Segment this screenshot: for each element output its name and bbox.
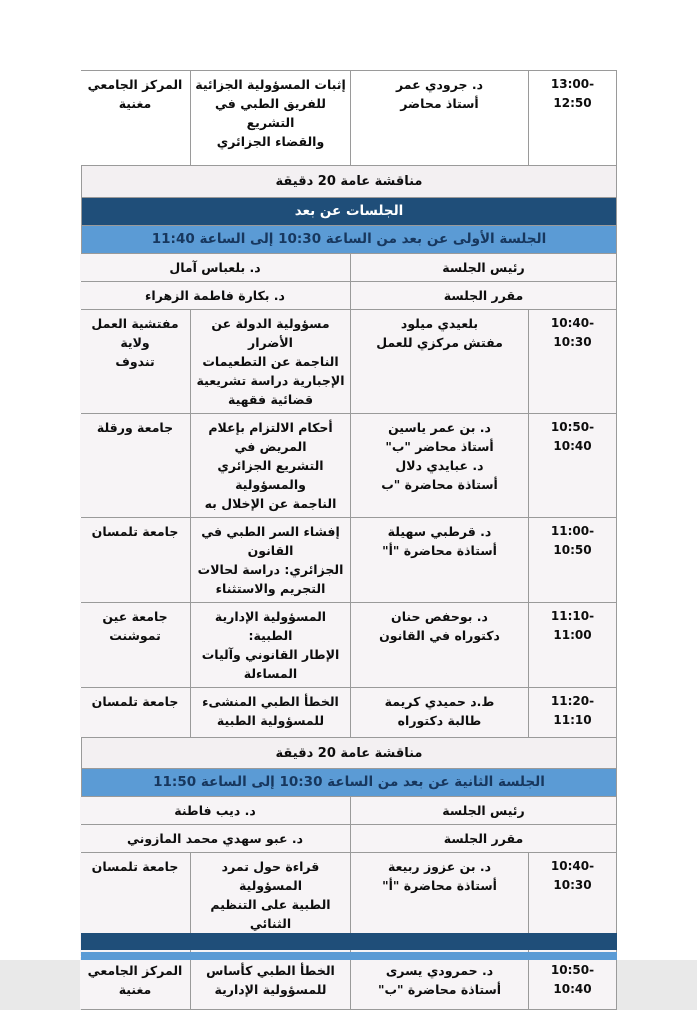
speaker-cell-line: د. جرودي عمر	[396, 77, 483, 92]
affiliation-cell	[80, 603, 190, 687]
table-row-paper	[82, 688, 616, 738]
paper-title-cell-line: قراءة حول تمرد المسؤولية	[221, 859, 320, 893]
role-label-cell-line: رئيس الجلسة	[442, 260, 525, 275]
discussion-cell	[82, 166, 616, 197]
paper-title-cell-line: المسؤولية الإدارية الطبية:	[214, 609, 327, 643]
session_header-cell-line: الجلسة الثانية عن بعد من الساعة 10:30 إلى الساعة 11:50	[153, 774, 545, 790]
role-name-cell-line: د. ديب فاطنة	[174, 803, 256, 818]
table-row-role	[82, 282, 616, 310]
paper-title-cell-line: الطبية على التنظيم الثنائي	[210, 897, 331, 931]
role-label-cell-line: رئيس الجلسة	[442, 803, 525, 818]
paper-title-cell	[190, 957, 350, 1009]
speaker-cell-line: أستاذ محاضر	[400, 96, 479, 111]
paper-title-cell	[190, 518, 350, 602]
affiliation-cell-line: المركز الجامعي	[87, 963, 183, 978]
affiliation-cell-line: جامعة تلمسان	[91, 694, 179, 709]
paper-title-cell-line: والقضاء الجزائري	[216, 134, 325, 149]
speaker-cell	[350, 688, 528, 737]
paper-title-cell-line: إثبات المسؤولية الجزائية	[195, 77, 346, 92]
role-label-cell-line: مقرر الجلسة	[443, 831, 524, 846]
paper-title-cell	[190, 71, 350, 165]
paper-title-cell-line: التشريع الجزائري والمسؤولية	[217, 458, 324, 492]
table-row-main_header	[82, 198, 616, 226]
affiliation-cell-line: جامعة تلمسان	[91, 859, 179, 874]
time-cell	[528, 603, 616, 687]
time-cell	[528, 71, 616, 165]
role-label-cell-line: مقرر الجلسة	[443, 288, 524, 303]
paper-title-cell-line: قضائية فقهية	[227, 392, 314, 407]
table-row-paper	[82, 603, 616, 688]
paper-title-cell-line: الجزائري: دراسة لحالات	[197, 562, 344, 577]
time-cell-line: 10:50-10:40	[550, 963, 595, 996]
time-cell-line: 11:00-10:50	[550, 524, 595, 557]
session_header-cell-line: الجلسة الأولى عن بعد من الساعة 10:30 إلى الساعة 11:40	[151, 231, 547, 247]
table-row-role	[82, 797, 616, 825]
speaker-cell-line: د. بن عمر ياسين	[388, 420, 491, 435]
speaker-cell-line: د. عبايدي دلال	[395, 458, 484, 473]
speaker-cell	[350, 603, 528, 687]
next-section-navy-bar	[81, 933, 617, 950]
paper-title-cell	[190, 603, 350, 687]
affiliation-cell-line: مغنية	[118, 982, 152, 997]
paper-title-cell-line: الناجمة عن الإخلال به	[204, 496, 337, 511]
table-row-paper	[82, 518, 616, 603]
role-name-cell-line: د. عبو سهدي محمد المازوني	[127, 831, 303, 846]
table-row-role	[82, 825, 616, 853]
speaker-cell	[350, 71, 528, 165]
paper-title-cell-line: للفريق الطبي في التشريع	[215, 96, 326, 130]
discussion-cell-line: مناقشة عامة 20 دقيقة	[275, 174, 423, 189]
affiliation-cell-line: مفتشية العمل ولاية	[91, 316, 179, 350]
paper-title-cell	[190, 310, 350, 413]
paper-title-cell-line: للمسؤولية الإدارية	[214, 982, 327, 997]
affiliation-cell	[80, 518, 190, 602]
time-cell-line: 13:00-12:50	[550, 77, 595, 110]
affiliation-cell-line: جامعة تلمسان	[91, 524, 179, 539]
speaker-cell-line: ط.د حميدي كريمة	[384, 694, 495, 709]
speaker-cell-line: مفتش مركزي للعمل	[376, 335, 503, 350]
table-row-paper	[82, 310, 616, 414]
role-name-cell	[80, 825, 350, 852]
paper-title-cell-line: الناجمة عن التطعيمات	[202, 354, 339, 369]
next-section-blue-bar	[81, 952, 617, 960]
affiliation-cell-line: تموشنت	[109, 628, 161, 643]
table-row-role	[82, 254, 616, 282]
time-cell-line: 10:40-10:30	[550, 859, 595, 892]
affiliation-cell-line: تندوف	[115, 354, 155, 369]
time-cell-line: 10:50-10:40	[550, 420, 595, 453]
speaker-cell	[350, 957, 528, 1009]
role-label-cell	[350, 254, 616, 281]
speaker-cell-line: د. حمرودي يسرى	[385, 963, 494, 978]
affiliation-cell	[80, 71, 190, 165]
speaker-cell-line: أستاذة محاضرة "ب"	[377, 982, 502, 997]
speaker-cell	[350, 518, 528, 602]
affiliation-cell-line: جامعة ورقلة	[96, 420, 174, 435]
time-cell	[528, 310, 616, 413]
time-cell-line: 10:40-10:30	[550, 316, 595, 349]
table-row-paper	[82, 71, 616, 166]
time-cell	[528, 414, 616, 517]
affiliation-cell	[80, 688, 190, 737]
paper-title-cell-line: إفشاء السر الطبي في القانون	[201, 524, 340, 558]
affiliation-cell	[80, 310, 190, 413]
table-row-discussion	[82, 166, 616, 198]
time-cell	[528, 957, 616, 1009]
table-row-session_header	[82, 769, 616, 797]
speaker-cell-line: أستاذ محاضر "ب"	[385, 439, 494, 454]
role-name-cell	[80, 797, 350, 824]
speaker-cell-line: أستاذة محاضرة "أ"	[382, 543, 497, 558]
speaker-cell-line: د. بن عزوز ربيعة	[387, 859, 492, 874]
role-label-cell	[350, 825, 616, 852]
affiliation-cell-line: مغنية	[118, 96, 152, 111]
speaker-cell	[350, 414, 528, 517]
paper-title-cell-line: للمسؤولية الطبية	[216, 713, 325, 728]
paper-title-cell-line: الإجبارية دراسة تشريعية	[196, 373, 345, 388]
paper-title-cell	[190, 414, 350, 517]
table-row-session_header	[82, 226, 616, 254]
table-row-paper	[82, 957, 616, 1009]
discussion-cell-line: مناقشة عامة 20 دقيقة	[275, 745, 423, 761]
time-cell	[528, 688, 616, 737]
paper-title-cell-line: مسؤولية الدولة عن الأضرار	[211, 316, 330, 350]
role-label-cell	[350, 282, 616, 309]
speaker-cell-line: بلعيدي ميلود	[400, 316, 479, 331]
speaker-cell-line: د. قرطبي سهيلة	[387, 524, 492, 539]
role-name-cell	[80, 282, 350, 309]
speaker-cell-line: طالبة دكتوراه	[397, 713, 482, 728]
affiliation-cell	[80, 957, 190, 1009]
paper-title-cell-line: الخطأ الطبي المنشىء	[202, 694, 339, 709]
role-name-cell-line: د. بلعباس آمال	[169, 260, 261, 275]
paper-title-cell-line: أحكام الالتزام بإعلام المريض في	[208, 420, 333, 454]
speaker-cell-line: أستاذة محاضرة "ب	[381, 477, 498, 492]
table-row-paper	[82, 414, 616, 518]
speaker-cell-line: أستاذة محاضرة "أ"	[382, 878, 497, 893]
role-label-cell	[350, 797, 616, 824]
main_header-cell-line: الجلسات عن بعد	[294, 203, 404, 219]
discussion-cell	[82, 738, 616, 768]
time-cell-line: 11:10-11:00	[550, 609, 595, 642]
affiliation-cell	[80, 414, 190, 517]
table-row-discussion	[82, 738, 616, 769]
main_header-cell	[82, 198, 616, 225]
speaker-cell-line: د. بوحفص حنان	[391, 609, 488, 624]
session_header-cell	[82, 769, 616, 796]
paper-title-cell-line: التجريم والاستثناء	[215, 581, 326, 596]
role-name-cell	[80, 254, 350, 281]
affiliation-cell-line: جامعة عين	[102, 609, 168, 624]
affiliation-cell-line: المركز الجامعي	[87, 77, 183, 92]
time-cell	[528, 518, 616, 602]
paper-title-cell	[190, 688, 350, 737]
speaker-cell-line: دكتوراه في القانون	[379, 628, 500, 643]
time-cell-line: 11:20-11:10	[550, 694, 595, 727]
schedule-table	[81, 70, 617, 1010]
session_header-cell	[82, 226, 616, 253]
paper-title-cell-line: الإطار القانوني وآليات المساءلة	[201, 647, 340, 681]
role-name-cell-line: د. بكارة فاطمة الزهراء	[145, 288, 285, 303]
speaker-cell	[350, 310, 528, 413]
paper-title-cell-line: الخطأ الطبي كأساس	[206, 963, 335, 978]
